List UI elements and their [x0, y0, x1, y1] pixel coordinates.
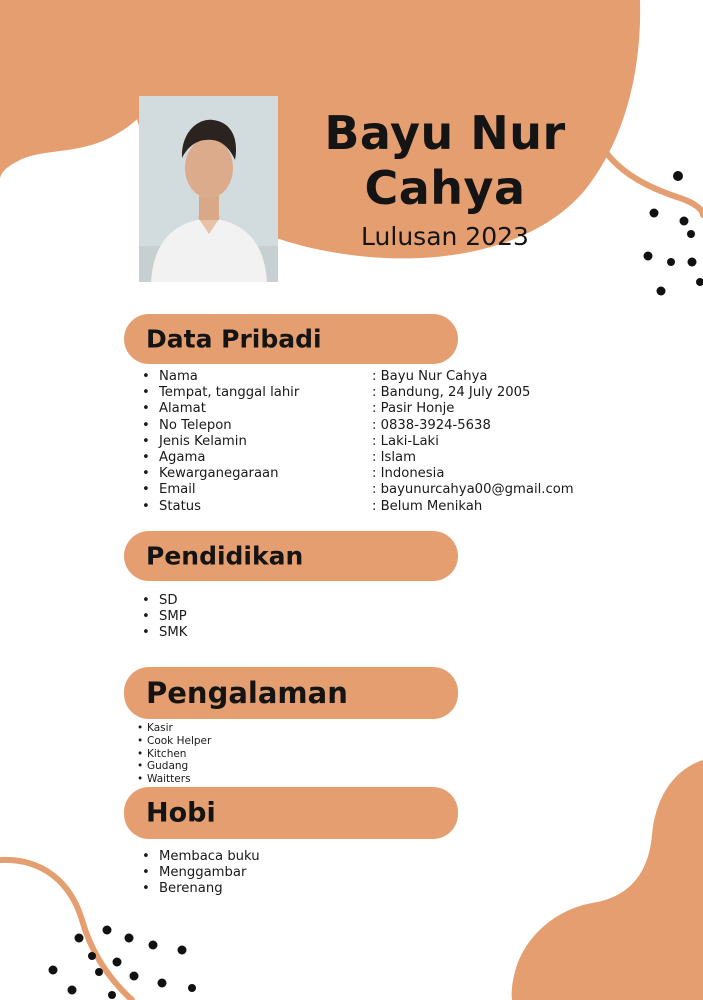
list-item: • Membaca buku [142, 849, 260, 864]
bullet-icon: • [142, 433, 150, 449]
bullet-icon: • [142, 417, 150, 433]
name-line-2: Cahya [364, 161, 526, 215]
personal-row-value: : Belum Menikah [372, 498, 483, 514]
list-item: • SMP [142, 609, 187, 625]
section-header-hobbies [124, 787, 458, 839]
personal-row-label: • Tempat, tanggal lahir [142, 385, 300, 401]
bullet-icon: • [142, 450, 150, 466]
section-header-education [124, 531, 458, 581]
list-item: • Kitchen [137, 747, 187, 760]
bullet-icon: • [142, 593, 150, 608]
personal-row-label: • Agama [142, 450, 206, 466]
bullet-icon: • [142, 849, 150, 864]
personal-values [372, 369, 574, 515]
bullet-icon: • [137, 722, 144, 734]
personal-row-value: : Bandung, 24 July 2005 [372, 385, 531, 401]
bullet-icon: • [142, 482, 150, 498]
section-title-education: Pendidikan [146, 541, 304, 571]
list-item: • Gudang [137, 760, 189, 773]
list-item: • SMK [142, 625, 188, 641]
personal-row-value: : Laki-Laki [372, 433, 439, 449]
section-title-hobbies: Hobi [146, 797, 216, 829]
experience-list [137, 722, 212, 786]
bullet-icon: • [137, 734, 144, 747]
personal-row-value: : Islam [372, 450, 416, 466]
personal-row-value: : bayunurcahya00@gmail.com [372, 482, 574, 498]
bullet-icon: • [142, 498, 150, 514]
bullet-icon: • [137, 747, 144, 760]
list-item: • Kasir [137, 722, 173, 734]
personal-row-label: • Kewarganegaraan [142, 466, 279, 482]
bullet-icon: • [142, 466, 150, 482]
personal-row-label: • No Telepon [142, 417, 232, 433]
profile-photo [139, 96, 278, 282]
list-item: • Berenang [142, 881, 223, 897]
name-line-1: Bayu Nur [324, 106, 566, 160]
personal-row-value: : Bayu Nur Cahya [372, 369, 488, 384]
education-list [142, 593, 188, 642]
bottom-left-curve-line [0, 860, 132, 1000]
list-item: • SD [142, 593, 178, 608]
list-item: • Waitters [137, 773, 191, 786]
bullet-icon: • [142, 625, 150, 641]
bullet-icon: • [142, 609, 150, 625]
section-title-personal: Data Pribadi [146, 324, 322, 354]
personal-row-value: : Indonesia [372, 466, 445, 482]
bullet-icon: • [137, 773, 144, 786]
section-header-personal [124, 314, 458, 364]
bullet-icon: • [142, 385, 150, 401]
bullet-icon: • [137, 760, 144, 773]
personal-labels [142, 369, 300, 515]
section-title-experience: Pengalaman [146, 676, 348, 710]
personal-row-value: : Pasir Honje [372, 401, 455, 417]
bullet-icon: • [142, 881, 150, 897]
bullet-icon: • [142, 401, 150, 417]
list-item: • Cook Helper [137, 734, 212, 747]
personal-row-label: • Alamat [142, 401, 206, 417]
list-item: • Menggambar [142, 865, 247, 881]
subtitle: Lulusan 2023 [361, 222, 529, 251]
personal-row-label: • Jenis Kelamin [142, 433, 247, 449]
personal-row-label: • Status [142, 498, 202, 514]
hobbies-list [142, 849, 260, 898]
personal-row-label: • Nama [142, 369, 198, 384]
section-header-experience [124, 667, 458, 719]
personal-row-label: • Email [142, 482, 196, 498]
bullet-icon: • [142, 369, 150, 384]
bullet-icon: • [142, 865, 150, 881]
bottom-right-blob [512, 760, 703, 1000]
personal-row-value: : 0838-3924-5638 [372, 417, 491, 433]
